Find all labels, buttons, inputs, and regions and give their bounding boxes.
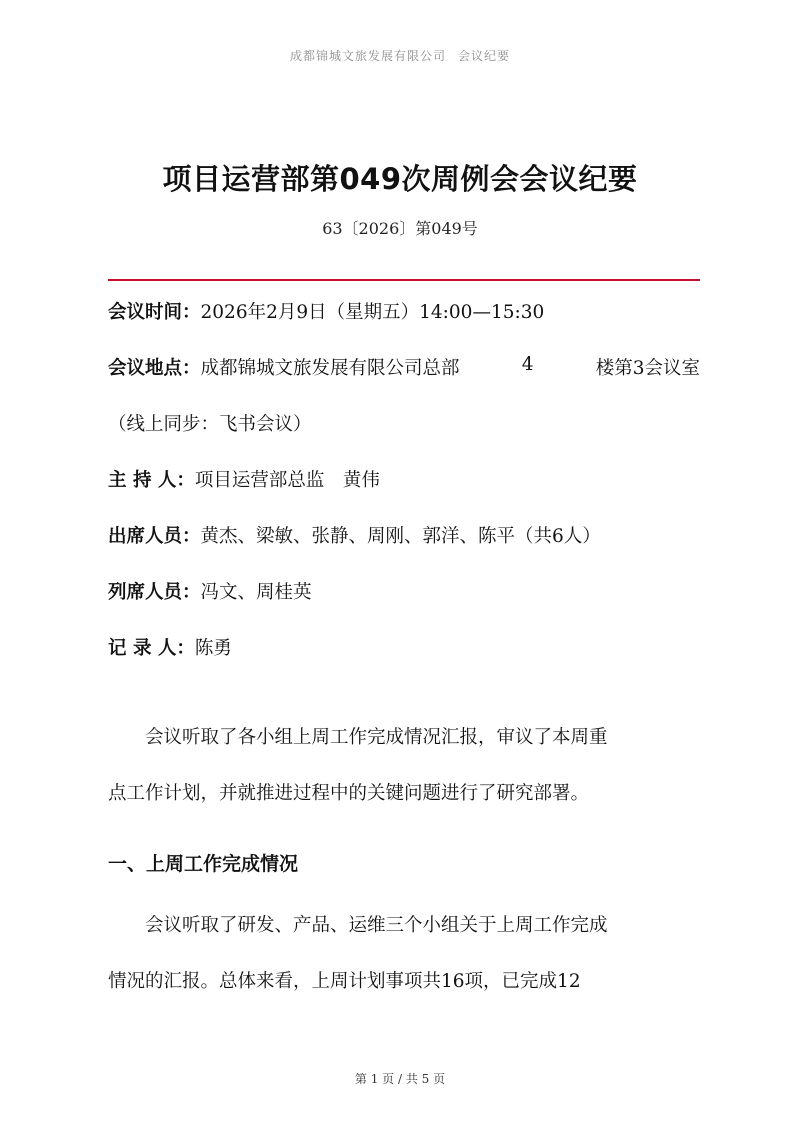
host-label: 主 持 人： (108, 470, 195, 491)
section-paragraph-line-2: 情况的汇报。总体来看，上周计划事项共16项，已完成12 (108, 971, 581, 992)
intro-paragraph-line-1: 会议听取了各小组上周工作完成情况汇报，审议了本周重 (108, 727, 608, 748)
recorder-value: 陈勇 (194, 638, 232, 659)
recorder-row (108, 634, 708, 660)
host-value: 项目运营部总监 黄伟 (194, 470, 380, 491)
section-heading: 一、上周工作完成情况 (108, 853, 299, 875)
recorder-label: 记 录 人： (108, 638, 195, 659)
meeting-place-value-line2: （线上同步：飞书会议） (108, 414, 312, 435)
meeting-place-row-continued (108, 410, 708, 436)
document-title: 项目运营部第049次周例会会议纪要 (162, 162, 638, 196)
host-row (108, 466, 708, 492)
meeting-place-label: 会议地点： (108, 358, 201, 379)
attendees-row (108, 522, 708, 548)
page-footer: 第 1 页 / 共 5 页 (354, 1072, 446, 1086)
meeting-time-label: 会议时间： (108, 302, 201, 323)
section-paragraph-line-1: 会议听取了研发、产品、运维三个小组关于上周工作完成 (108, 915, 608, 936)
meeting-place-row (108, 354, 700, 380)
observers-value: 冯文、周桂英 (200, 582, 312, 603)
observers-row (108, 578, 708, 604)
meeting-place-value-part3: 楼第3会议室 (595, 358, 700, 379)
header-doc-type: 会议纪要 (458, 49, 511, 63)
document-number: 63〔2026〕第049号 (322, 219, 478, 238)
meeting-time-row (108, 298, 708, 324)
intro-paragraph-line-2: 点工作计划，并就推进过程中的关键问题进行了研究部署。 (108, 783, 590, 804)
meeting-place-value-part1: 成都锦城文旅发展有限公司总部 (200, 358, 460, 379)
meeting-time-value: 2026年2月9日（星期五）14:00—15:30 (200, 302, 545, 323)
red-divider (108, 279, 700, 281)
header-company: 成都锦城文旅发展有限公司 (289, 49, 446, 63)
page-header (0, 47, 800, 64)
observers-label: 列席人员： (108, 582, 201, 603)
meeting-place-value-part2: 4 (521, 354, 534, 375)
attendees-value: 黄杰、梁敏、张静、周刚、郭洋、陈平（共6人） (200, 526, 601, 547)
attendees-label: 出席人员： (108, 526, 201, 547)
